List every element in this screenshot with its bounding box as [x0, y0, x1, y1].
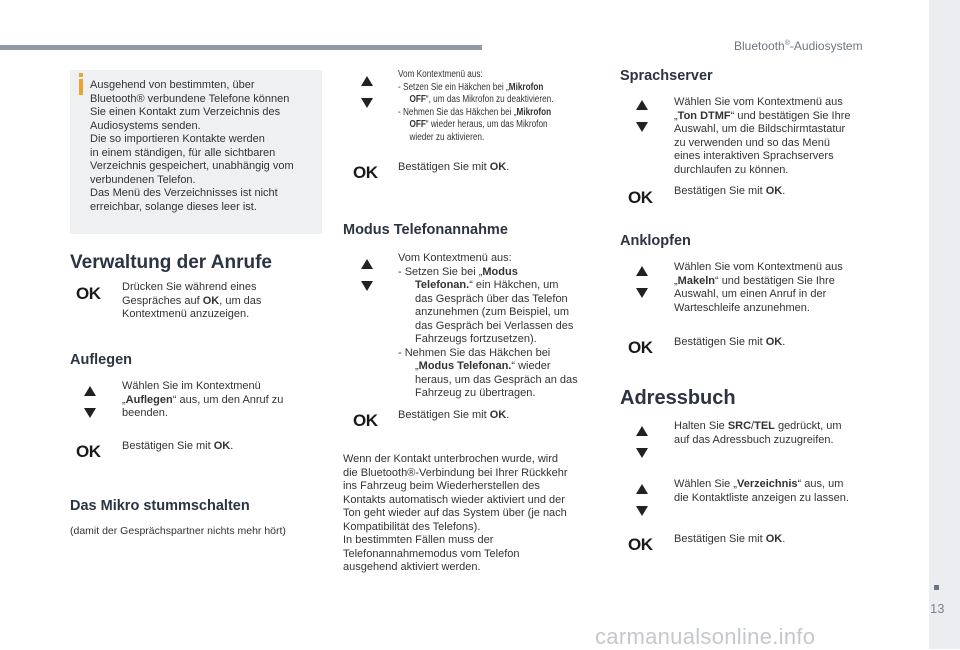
ok-button-icon: OK	[353, 163, 378, 182]
knock-text: Wählen Sie vom Kontextmenü aus „Makeln“ und bestätigen Sie Ihre Auswahl, um einen Anruf in der Warteschleife anzunehmen.	[674, 261, 843, 314]
disconnect-paragraph: Wenn der Kontakt unterbrochen wurde, wird die Bluetooth®-Verbindung bei Ihrer Rückkehr ins Fahrzeug beim Wiederherstellen des Kontakts automatisch wieder aktiviert und der Ton geht wieder auf das System über (je nach Kompatibilität des Telefons). In bestimmten Fällen muss der Telefonannahmemodus vom Telefon ausgehend aktiviert werden.	[343, 453, 568, 573]
header-rule	[0, 45, 482, 50]
up-down-arrows-icon	[634, 482, 650, 522]
directory-text: Wählen Sie „Verzeichnis“ aus, um die Kontaktliste anzeigen zu lassen.	[674, 478, 849, 504]
mute-heading: Das Mikro stummschalten	[70, 498, 250, 514]
page-number: 13	[930, 601, 945, 616]
info-icon	[79, 79, 83, 95]
knock-heading: Anklopfen	[620, 233, 691, 249]
confirm-text: Bestätigen Sie mit OK.	[674, 533, 786, 545]
hangup-text: Wählen Sie im Kontextmenü „Auflegen“ aus, um den Anruf zu beenden.	[122, 380, 284, 419]
up-down-arrows-icon	[634, 424, 650, 464]
up-down-arrows-icon	[359, 74, 375, 114]
voice-text: Wählen Sie vom Kontextmenü aus „Ton DTMF“ und bestätigen Sie Ihre Auswahl, um die Bildschirmtastatur zu verwenden und so das Menü eines interaktiven Sprachservers durchlaufen zu können.	[674, 96, 851, 176]
confirm-text: Bestätigen Sie mit OK.	[674, 185, 786, 197]
calls-text: Drücken Sie während eines Gespräches auf OK, um das Kontextmenü anzuzeigen.	[122, 281, 262, 320]
confirm-text: Bestätigen Sie mit OK.	[398, 409, 510, 421]
confirm-text: Bestätigen Sie mit OK.	[398, 161, 510, 173]
ok-button-icon: OK	[76, 442, 101, 461]
running-header: Bluetooth®-Audiosystem	[734, 39, 863, 53]
ok-button-icon: OK	[76, 284, 101, 303]
up-down-arrows-icon	[359, 257, 375, 297]
ok-button-icon: OK	[628, 338, 653, 357]
ok-button-icon: OK	[628, 188, 653, 207]
hangup-confirm: Bestätigen Sie mit OK.	[122, 440, 234, 452]
page-marker	[934, 585, 939, 590]
mode-heading: Modus Telefonannahme	[343, 222, 508, 238]
address-book-text: Halten Sie SRC/TEL gedrückt, um auf das Adressbuch zuzugreifen.	[674, 420, 842, 446]
ok-button-icon: OK	[628, 535, 653, 554]
up-down-arrows-icon	[634, 264, 650, 304]
voice-heading: Sprachserver	[620, 68, 713, 84]
hangup-heading: Auflegen	[70, 352, 133, 368]
mute-note: (damit der Gesprächspartner nichts mehr hört)	[70, 525, 286, 537]
info-box	[70, 70, 322, 234]
calls-heading: Verwaltung der Anrufe	[70, 252, 272, 273]
context-menu-text: Vom Kontextmenü aus: - Setzen Sie ein Häkchen bei „Mikrofon OFF“, um das Mikrofon zu deaktivieren. - Nehmen Sie das Häkchen bei „Mikrofon OFF“ wieder heraus, um das Mikrofon wieder zu aktivieren.	[398, 69, 554, 143]
up-down-arrows-icon	[82, 384, 98, 424]
address-book-heading: Adressbuch	[620, 387, 736, 409]
info-text: Ausgehend von bestimmten, über Bluetooth® verbundene Telefone können Sie einen Kontakt zum Verzeichnis des Audiosystems senden. Die so importieren Kontakte werden in einem ständigen, für alle sichtbaren Verzeichnis gespeichert, unabhängig vom verbundenen Telefon. Das Menü des Verzeichnisses ist nicht erreichbar, solange dieses leer ist.	[90, 79, 294, 213]
watermark: carmanualsonline.info	[595, 624, 816, 649]
ok-button-icon: OK	[353, 411, 378, 430]
confirm-text: Bestätigen Sie mit OK.	[674, 336, 786, 348]
mode-text: Vom Kontextmenü aus: - Setzen Sie bei „Modus Telefonan.“ ein Häkchen, um das Gespräch über das Telefon anzunehmen (zum Beispiel, um das Gespräch bei Verlassen des Fahrzeugs fortzusetzen). - Nehmen Sie das Häkchen bei „Modus Telefonan.“ wieder heraus, um das Gespräch an das Fahrzeug zu übertragen.	[398, 252, 578, 399]
up-down-arrows-icon	[634, 98, 650, 138]
page-sidebar	[929, 0, 960, 649]
